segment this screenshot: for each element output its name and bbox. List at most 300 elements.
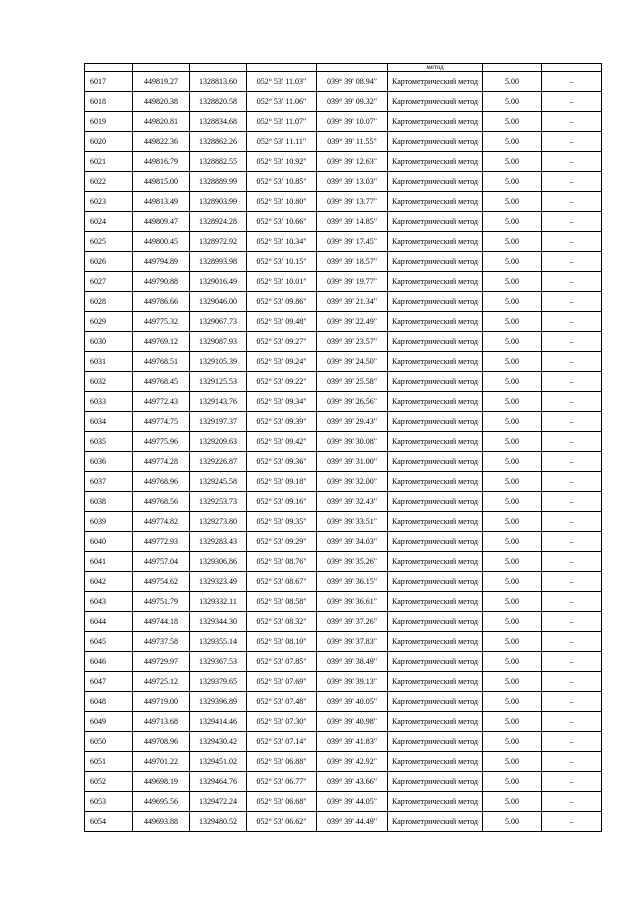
cell-empty	[317, 64, 388, 72]
cell-method: Картометрический метод	[388, 652, 483, 672]
cell-empty	[247, 64, 317, 72]
cell-point-number: 6024	[85, 212, 133, 232]
cell-x: 449737.58	[133, 632, 190, 652]
cell-method: Картометрический метод	[388, 492, 483, 512]
cell-point-number: 6022	[85, 172, 133, 192]
cell-method: Картометрический метод	[388, 592, 483, 612]
cell-x: 449772.93	[133, 532, 190, 552]
cell-point-number: 6031	[85, 352, 133, 372]
cell-empty	[133, 64, 190, 72]
cell-method: Картометрический метод	[388, 692, 483, 712]
table-row	[85, 512, 602, 532]
cell-y: 1328993.98	[190, 252, 247, 272]
cell-accuracy: 5.00	[483, 412, 542, 432]
cell-description: –	[542, 532, 602, 552]
cell-description: –	[542, 292, 602, 312]
cell-longitude: 039° 39' 31.00"	[317, 452, 388, 472]
cell-accuracy: 5.00	[483, 332, 542, 352]
cell-x: 449698.19	[133, 772, 190, 792]
cell-accuracy: 5.00	[483, 112, 542, 132]
cell-y: 1328834.68	[190, 112, 247, 132]
cell-description: –	[542, 212, 602, 232]
cell-x: 449800.45	[133, 232, 190, 252]
table-row	[85, 772, 602, 792]
cell-point-number: 6046	[85, 652, 133, 672]
cell-method: Картометрический метод	[388, 292, 483, 312]
cell-y: 1329430.42	[190, 732, 247, 752]
cell-method: Картометрический метод	[388, 712, 483, 732]
cell-longitude: 039° 39' 32.43"	[317, 492, 388, 512]
cell-description: –	[542, 712, 602, 732]
cell-x: 449744.18	[133, 612, 190, 632]
cell-description: –	[542, 592, 602, 612]
cell-y: 1329197.37	[190, 412, 247, 432]
cell-y: 1328882.55	[190, 152, 247, 172]
cell-empty	[542, 64, 602, 72]
cell-y: 1329472.24	[190, 792, 247, 812]
cell-description: –	[542, 172, 602, 192]
cell-y: 1329355.14	[190, 632, 247, 652]
cell-point-number: 6037	[85, 472, 133, 492]
cell-method: Картометрический метод	[388, 332, 483, 352]
cell-x: 449708.96	[133, 732, 190, 752]
cell-point-number: 6050	[85, 732, 133, 752]
cell-point-number: 6045	[85, 632, 133, 652]
table-row	[85, 552, 602, 572]
table-row	[85, 92, 602, 112]
cell-longitude: 039° 39' 39.13"	[317, 672, 388, 692]
cell-description: –	[542, 552, 602, 572]
cell-method: Картометрический метод	[388, 792, 483, 812]
cell-longitude: 039° 39' 18.57"	[317, 252, 388, 272]
cell-y: 1329125.53	[190, 372, 247, 392]
cell-method: Картометрический метод	[388, 612, 483, 632]
cell-x: 449820.81	[133, 112, 190, 132]
cell-description: –	[542, 652, 602, 672]
cell-longitude: 039° 39' 40.98"	[317, 712, 388, 732]
cell-method: Картометрический метод	[388, 252, 483, 272]
cell-latitude: 052° 53' 06.77"	[247, 772, 317, 792]
table-row	[85, 592, 602, 612]
cell-x: 449775.96	[133, 432, 190, 452]
cell-accuracy: 5.00	[483, 632, 542, 652]
cell-empty	[483, 64, 542, 72]
cell-y: 1329245.58	[190, 472, 247, 492]
cell-latitude: 052° 53' 10.01"	[247, 272, 317, 292]
cell-x: 449725.12	[133, 672, 190, 692]
cell-longitude: 039° 39' 10.07"	[317, 112, 388, 132]
cell-accuracy: 5.00	[483, 552, 542, 572]
cell-description: –	[542, 512, 602, 532]
cell-latitude: 052° 53' 09.29"	[247, 532, 317, 552]
cell-y: 1329067.73	[190, 312, 247, 332]
cell-method: Картометрический метод	[388, 772, 483, 792]
table-row	[85, 612, 602, 632]
cell-x: 449768.45	[133, 372, 190, 392]
cell-point-number: 6041	[85, 552, 133, 572]
cell-description: –	[542, 372, 602, 392]
cell-accuracy: 5.00	[483, 232, 542, 252]
cell-point-number: 6051	[85, 752, 133, 772]
cell-accuracy: 5.00	[483, 452, 542, 472]
cell-y: 1329451.02	[190, 752, 247, 772]
cell-point-number: 6026	[85, 252, 133, 272]
table-row	[85, 372, 602, 392]
cell-point-number: 6021	[85, 152, 133, 172]
cell-description: –	[542, 452, 602, 472]
table-row	[85, 312, 602, 332]
cell-y: 1329480.52	[190, 812, 247, 832]
cell-longitude: 039° 39' 23.57"	[317, 332, 388, 352]
table-row	[85, 692, 602, 712]
cell-latitude: 052° 53' 09.18"	[247, 472, 317, 492]
cell-description: –	[542, 272, 602, 292]
cell-description: –	[542, 472, 602, 492]
cell-longitude: 039° 39' 42.92"	[317, 752, 388, 772]
cell-accuracy: 5.00	[483, 72, 542, 92]
cell-method: Картометрический метод	[388, 92, 483, 112]
cell-latitude: 052° 53' 09.22"	[247, 372, 317, 392]
cell-latitude: 052° 53' 07.69"	[247, 672, 317, 692]
cell-accuracy: 5.00	[483, 492, 542, 512]
cell-point-number: 6032	[85, 372, 133, 392]
cell-latitude: 052° 53' 07.30"	[247, 712, 317, 732]
cell-method: Картометрический метод	[388, 672, 483, 692]
cell-x: 449774.75	[133, 412, 190, 432]
table-row	[85, 712, 602, 732]
cell-point-number: 6025	[85, 232, 133, 252]
cell-latitude: 052° 53' 09.48"	[247, 312, 317, 332]
cell-method: Картометрический метод	[388, 132, 483, 152]
cell-latitude: 052° 53' 10.34"	[247, 232, 317, 252]
cell-description: –	[542, 132, 602, 152]
cell-accuracy: 5.00	[483, 92, 542, 112]
cell-latitude: 052° 53' 08.58"	[247, 592, 317, 612]
cell-x: 449774.28	[133, 452, 190, 472]
cell-latitude: 052° 53' 11.07"	[247, 112, 317, 132]
cell-method: Картометрический метод	[388, 192, 483, 212]
table-row	[85, 412, 602, 432]
cell-x: 449815.00	[133, 172, 190, 192]
cell-description: –	[542, 72, 602, 92]
cell-point-number: 6033	[85, 392, 133, 412]
cell-latitude: 052° 53' 07.48"	[247, 692, 317, 712]
cell-point-number: 6038	[85, 492, 133, 512]
table-row	[85, 432, 602, 452]
cell-x: 449816.79	[133, 152, 190, 172]
cell-x: 449790.88	[133, 272, 190, 292]
cell-method-continued: метод	[388, 64, 483, 72]
cell-latitude: 052° 53' 10.92"	[247, 152, 317, 172]
cell-longitude: 039° 39' 33.51"	[317, 512, 388, 532]
table-row	[85, 472, 602, 492]
cell-point-number: 6020	[85, 132, 133, 152]
cell-x: 449822.36	[133, 132, 190, 152]
cell-method: Картометрический метод	[388, 532, 483, 552]
cell-method: Картометрический метод	[388, 452, 483, 472]
cell-accuracy: 5.00	[483, 372, 542, 392]
cell-y: 1328889.99	[190, 172, 247, 192]
cell-y: 1329226.87	[190, 452, 247, 472]
cell-longitude: 039° 39' 17.45"	[317, 232, 388, 252]
cell-latitude: 052° 53' 11.03"	[247, 72, 317, 92]
cell-y: 1329323.49	[190, 572, 247, 592]
cell-latitude: 052° 53' 08.67"	[247, 572, 317, 592]
cell-x: 449768.51	[133, 352, 190, 372]
cell-description: –	[542, 392, 602, 412]
cell-x: 449693.88	[133, 812, 190, 832]
cell-method: Картометрический метод	[388, 232, 483, 252]
cell-method: Картометрический метод	[388, 812, 483, 832]
table-row	[85, 532, 602, 552]
cell-x: 449713.68	[133, 712, 190, 732]
cell-latitude: 052° 53' 11.06"	[247, 92, 317, 112]
cell-longitude: 039° 39' 38.49"	[317, 652, 388, 672]
cell-description: –	[542, 352, 602, 372]
cell-latitude: 052° 53' 07.85"	[247, 652, 317, 672]
cell-point-number: 6017	[85, 72, 133, 92]
cell-accuracy: 5.00	[483, 272, 542, 292]
cell-method: Картометрический метод	[388, 152, 483, 172]
cell-longitude: 039° 39' 29.43"	[317, 412, 388, 432]
cell-accuracy: 5.00	[483, 532, 542, 552]
cell-y: 1329209.63	[190, 432, 247, 452]
cell-longitude: 039° 39' 09.32"	[317, 92, 388, 112]
cell-latitude: 052° 53' 06.68"	[247, 792, 317, 812]
cell-latitude: 052° 53' 10.85"	[247, 172, 317, 192]
table-row	[85, 732, 602, 752]
cell-longitude: 039° 39' 43.66"	[317, 772, 388, 792]
cell-description: –	[542, 752, 602, 772]
cell-longitude: 039° 39' 32.00"	[317, 472, 388, 492]
cell-latitude: 052° 53' 09.39"	[247, 412, 317, 432]
cell-accuracy: 5.00	[483, 752, 542, 772]
cell-method: Картометрический метод	[388, 732, 483, 752]
cell-latitude: 052° 53' 09.42"	[247, 432, 317, 452]
cell-y: 1329273.80	[190, 512, 247, 532]
cell-longitude: 039° 39' 40.05"	[317, 692, 388, 712]
cell-accuracy: 5.00	[483, 252, 542, 272]
cell-accuracy: 5.00	[483, 572, 542, 592]
cell-latitude: 052° 53' 09.35"	[247, 512, 317, 532]
cell-longitude: 039° 39' 13.03"	[317, 172, 388, 192]
cell-point-number: 6028	[85, 292, 133, 312]
cell-method: Картометрический метод	[388, 572, 483, 592]
cell-description: –	[542, 112, 602, 132]
cell-latitude: 052° 53' 07.14"	[247, 732, 317, 752]
cell-longitude: 039° 39' 44.05"	[317, 792, 388, 812]
cell-latitude: 052° 53' 06.88"	[247, 752, 317, 772]
cell-accuracy: 5.00	[483, 172, 542, 192]
cell-y: 1329379.65	[190, 672, 247, 692]
cell-latitude: 052° 53' 11.11"	[247, 132, 317, 152]
cell-longitude: 039° 39' 34.03"	[317, 532, 388, 552]
cell-method: Картометрический метод	[388, 172, 483, 192]
cell-accuracy: 5.00	[483, 152, 542, 172]
cell-x: 449695.56	[133, 792, 190, 812]
cell-x: 449772.43	[133, 392, 190, 412]
cell-method: Картометрический метод	[388, 312, 483, 332]
cell-point-number: 6047	[85, 672, 133, 692]
cell-x: 449786.66	[133, 292, 190, 312]
cell-accuracy: 5.00	[483, 812, 542, 832]
cell-method: Картометрический метод	[388, 632, 483, 652]
table-row	[85, 572, 602, 592]
cell-empty	[85, 64, 133, 72]
cell-accuracy: 5.00	[483, 712, 542, 732]
cell-accuracy: 5.00	[483, 392, 542, 412]
cell-latitude: 052° 53' 09.86"	[247, 292, 317, 312]
cell-description: –	[542, 152, 602, 172]
cell-accuracy: 5.00	[483, 792, 542, 812]
cell-y: 1329105.39	[190, 352, 247, 372]
cell-latitude: 052° 53' 08.32"	[247, 612, 317, 632]
cell-point-number: 6053	[85, 792, 133, 812]
cell-longitude: 039° 39' 19.77"	[317, 272, 388, 292]
cell-point-number: 6035	[85, 432, 133, 452]
cell-point-number: 6018	[85, 92, 133, 112]
cell-x: 449813.49	[133, 192, 190, 212]
cell-latitude: 052° 53' 09.24"	[247, 352, 317, 372]
cell-longitude: 039° 39' 12.63"	[317, 152, 388, 172]
table-row	[85, 672, 602, 692]
table-row	[85, 232, 602, 252]
cell-accuracy: 5.00	[483, 192, 542, 212]
cell-accuracy: 5.00	[483, 512, 542, 532]
cell-point-number: 6039	[85, 512, 133, 532]
cell-accuracy: 5.00	[483, 432, 542, 452]
cell-latitude: 052° 53' 09.16"	[247, 492, 317, 512]
table-row-continued	[85, 64, 602, 72]
cell-latitude: 052° 53' 08.76"	[247, 552, 317, 572]
table-row	[85, 652, 602, 672]
table-row	[85, 152, 602, 172]
cell-latitude: 052° 53' 10.80"	[247, 192, 317, 212]
cell-longitude: 039° 39' 26.56"	[317, 392, 388, 412]
cell-description: –	[542, 192, 602, 212]
cell-point-number: 6036	[85, 452, 133, 472]
cell-x: 449729.97	[133, 652, 190, 672]
cell-point-number: 6030	[85, 332, 133, 352]
cell-longitude: 039° 39' 11.55"	[317, 132, 388, 152]
table-row	[85, 192, 602, 212]
cell-method: Картометрический метод	[388, 392, 483, 412]
table-body	[85, 64, 602, 832]
cell-description: –	[542, 492, 602, 512]
cell-point-number: 6034	[85, 412, 133, 432]
cell-description: –	[542, 92, 602, 112]
cell-y: 1329464.76	[190, 772, 247, 792]
cell-description: –	[542, 612, 602, 632]
cell-y: 1328820.58	[190, 92, 247, 112]
table-row	[85, 752, 602, 772]
table-row	[85, 812, 602, 832]
cell-accuracy: 5.00	[483, 472, 542, 492]
cell-y: 1329016.49	[190, 272, 247, 292]
cell-method: Картометрический метод	[388, 552, 483, 572]
cell-point-number: 6042	[85, 572, 133, 592]
cell-x: 449719.00	[133, 692, 190, 712]
cell-x: 449701.22	[133, 752, 190, 772]
cell-accuracy: 5.00	[483, 732, 542, 752]
table-row	[85, 332, 602, 352]
table-row	[85, 132, 602, 152]
cell-description: –	[542, 312, 602, 332]
cell-y: 1329367.53	[190, 652, 247, 672]
cell-method: Картометрический метод	[388, 352, 483, 372]
cell-x: 449768.56	[133, 492, 190, 512]
cell-latitude: 052° 53' 08.10"	[247, 632, 317, 652]
cell-accuracy: 5.00	[483, 672, 542, 692]
cell-description: –	[542, 412, 602, 432]
cell-longitude: 039° 39' 36.15"	[317, 572, 388, 592]
cell-point-number: 6044	[85, 612, 133, 632]
cell-y: 1329046.00	[190, 292, 247, 312]
cell-description: –	[542, 732, 602, 752]
cell-x: 449775.32	[133, 312, 190, 332]
cell-accuracy: 5.00	[483, 212, 542, 232]
table-row	[85, 292, 602, 312]
cell-description: –	[542, 432, 602, 452]
cell-longitude: 039° 39' 13.77"	[317, 192, 388, 212]
table-row	[85, 252, 602, 272]
cell-longitude: 039° 39' 24.50"	[317, 352, 388, 372]
cell-description: –	[542, 672, 602, 692]
cell-longitude: 039° 39' 36.61"	[317, 592, 388, 612]
cell-point-number: 6029	[85, 312, 133, 332]
table-row	[85, 452, 602, 472]
cell-method: Картометрический метод	[388, 272, 483, 292]
cell-latitude: 052° 53' 10.66"	[247, 212, 317, 232]
cell-x: 449751.79	[133, 592, 190, 612]
table-row	[85, 112, 602, 132]
cell-empty	[190, 64, 247, 72]
cell-latitude: 052° 53' 10.15"	[247, 252, 317, 272]
cell-method: Картометрический метод	[388, 372, 483, 392]
cell-longitude: 039° 39' 35.26"	[317, 552, 388, 572]
cell-latitude: 052° 53' 09.36"	[247, 452, 317, 472]
cell-point-number: 6049	[85, 712, 133, 732]
cell-y: 1329332.11	[190, 592, 247, 612]
cell-accuracy: 5.00	[483, 652, 542, 672]
cell-accuracy: 5.00	[483, 352, 542, 372]
cell-description: –	[542, 632, 602, 652]
cell-x: 449820.38	[133, 92, 190, 112]
cell-point-number: 6019	[85, 112, 133, 132]
table-row	[85, 172, 602, 192]
cell-accuracy: 5.00	[483, 292, 542, 312]
cell-longitude: 039° 39' 22.49"	[317, 312, 388, 332]
cell-y: 1329253.73	[190, 492, 247, 512]
cell-description: –	[542, 252, 602, 272]
cell-y: 1329306.86	[190, 552, 247, 572]
cell-y: 1329283.43	[190, 532, 247, 552]
table-row	[85, 212, 602, 232]
cell-method: Картометрический метод	[388, 472, 483, 492]
cell-point-number: 6040	[85, 532, 133, 552]
cell-description: –	[542, 792, 602, 812]
cell-longitude: 039° 39' 25.58"	[317, 372, 388, 392]
cell-x: 449794.89	[133, 252, 190, 272]
cell-method: Картометрический метод	[388, 412, 483, 432]
cell-description: –	[542, 332, 602, 352]
cell-point-number: 6048	[85, 692, 133, 712]
cell-x: 449809.47	[133, 212, 190, 232]
cell-longitude: 039° 39' 08.94"	[317, 72, 388, 92]
cell-y: 1328903.99	[190, 192, 247, 212]
cell-y: 1329396.89	[190, 692, 247, 712]
cell-point-number: 6023	[85, 192, 133, 212]
